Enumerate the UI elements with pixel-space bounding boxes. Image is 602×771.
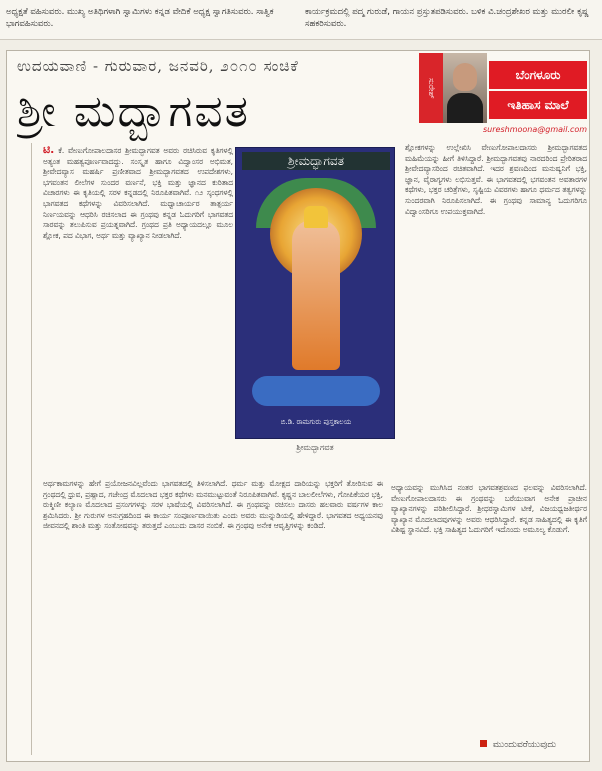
continued-marker <box>480 740 590 750</box>
article-column-1-text: ಕೆ. ವೇಣುಗೋಪಾಲದಾಸರ ಶ್ರೀಮದ್ಭಾಗವತ ಅವರು ರಚಿಸಿರುವ ಕೃತಿಗಳಲ್ಲಿ ಅತ್ಯಂತ ಮಹತ್ವಪೂರ್ಣವಾದದ್ದು. ಸಂಸ್ಕೃತ ಹಾಗೂ ವಿದ್ವಾಂಸರ ಅಭಿಮತ, ಶ್ರೀವೇದವ್ಯಾಸ ಮಹರ್ಷಿ ಪ್ರಣೀತವಾದ ಶ್ರೀಮದ್ಭಾಗವತದ ಉಪದೇಶಗಳು, ಭಗವಂತನ ಲೀಲೆಗಳ ಸುಂದರ ವರ್ಣನೆ, ಭಕ್ತಿ ಮತ್ತು ಜ್ಞಾನದ ಕುರಿತಾದ ವಿಚಾರಗಳು ಈ ಕೃತಿಯಲ್ಲಿ ಸರಳ ಕನ್ನಡದಲ್ಲಿ ನಿರೂಪಿತವಾಗಿವೆ. ೧೨ ಸ್ಕಂಧಗಳಲ್ಲಿ ಭಾಗವತದ ಕಥೆಗಳನ್ನು ವಿವರಿಸಲಾಗಿದೆ. ಮಧ್ವಾಚಾರ್ಯರ ತಾತ್ಪರ್ಯ ನಿರ್ಣಯವನ್ನು ಆಧರಿಸಿ ರಚಿಸಲಾದ ಈ ಗ್ರಂಥವು ಕನ್ನಡ ಓದುಗರಿಗೆ ಭಾಗವತದ ಸಾರವನ್ನು ತಲುಪಿಸುವ ಪ್ರಯತ್ನವಾಗಿದೆ. ಗ್ರಂಥದ ಪ್ರತಿ ಅಧ್ಯಾಯದಲ್ಲೂ ಮೂಲ ಶ್ಲೋಕ, ಪದ ವಿಭಾಗ, ಅರ್ಥ ಮತ್ತು ವ್ಯಾಖ್ಯಾನ ನೀಡಲಾಗಿದೆ. <box>43 146 233 240</box>
deity-figure-shape <box>292 220 340 370</box>
author-photo <box>443 53 487 123</box>
lotus-base-shape <box>252 376 380 406</box>
image-caption: ಶ್ರೀಮದ್ಭಾಗವತ <box>296 443 334 452</box>
crown-shape <box>304 206 328 228</box>
article-column-3: ಅರ್ಥಕಾಮಗಳನ್ನು ಹೇಗೆ ಪ್ರಯೋಜನವಿಲ್ಲವೆಂದು ಭಾಗವತದಲ್ಲಿ ತಿಳಿಸಲಾಗಿದೆ. ಧರ್ಮ ಮತ್ತು ಮೋಕ್ಷದ ದಾರಿಯನ್ನು ಭಕ್ತರಿಗೆ ತೋರಿಸುವ ಈ ಗ್ರಂಥದಲ್ಲಿ ಧ್ರುವ, ಪ್ರಹ್ಲಾದ, ಗಜೇಂದ್ರ ಮೊದಲಾದ ಭಕ್ತರ ಕಥೆಗಳು ಮನಮುಟ್ಟುವಂತೆ ನಿರೂಪಿತವಾಗಿವೆ. ಕೃಷ್ಣನ ಬಾಲಲೀಲೆಗಳು, ಗೋಪಿಕೆಯರ ಭಕ್ತಿ, ರುಕ್ಮಿಣೀ ಕಲ್ಯಾಣ ಮೊದಲಾದ ಪ್ರಸಂಗಗಳನ್ನು ಸರಳ ಭಾಷೆಯಲ್ಲಿ ವಿವರಿಸಲಾಗಿದೆ. ಈ ಗ್ರಂಥವನ್ನು ರಚಿಸಲು ದಾಸರು ಹಲವಾರು ವರ್ಷಗಳ ಕಾಲ ಶ್ರಮಿಸಿದರು. ಶ್ರೀ ಗುರುಗಳ ಅನುಗ್ರಹದಿಂದ ಈ ಕಾರ್ಯ ಸಂಪೂರ್ಣವಾಯಿತು ಎಂದು ಅವರು ಮುನ್ನುಡಿಯಲ್ಲಿ ಹೇಳಿದ್ದಾರೆ. ಭಾಗವತದ ಅಧ್ಯಯನವು ಜೀವನದಲ್ಲಿ ಶಾಂತಿ ಮತ್ತು ಸಂತೋಷವನ್ನು ತರುತ್ತದೆ ಎಂಬುದು ದಾಸರ ನಂಬಿಕೆ. ಈ ಗ್ರಂಥವು ಅನೇಕ ಆವೃತ್ತಿಗಳನ್ನು ಕಂಡಿದೆ. <box>43 479 383 531</box>
series-title-line1: ಬೆಂಗಳೂರು <box>489 61 587 89</box>
column-tag: ಸುರೇಶ್ <box>419 53 443 123</box>
column-rule <box>31 143 32 755</box>
article-column-1 <box>43 145 233 475</box>
dropcap: ಟಿ. <box>43 145 55 156</box>
series-title-line2: ಇತಿಹಾಸ ಮಾಲೆ <box>489 91 587 119</box>
page-title: ಶ್ರೀ ಮದ್ಭಾಗವತ <box>17 86 250 137</box>
masthead-dateline: ಉದಯವಾಣಿ - ಗುರುವಾರ, ಜನವರಿ, ೨೦೧೦ ಸಂಚಿಕೆ <box>17 57 299 75</box>
book-publisher: ಬಿ.ಡಿ. ರಾಮಗುರು ಪುಸ್ತಕಾಲಯ <box>280 418 352 426</box>
article-column-2: ಶ್ಲೋಕಗಳನ್ನು ಉಲ್ಲೇಖಿಸಿ ವೇಣುಗೋಪಾಲದಾಸರು ಶ್ರೀಮದ್ಭಾಗವತದ ಮಹಿಮೆಯನ್ನು ಹೀಗೆ ತಿಳಿಸಿದ್ದಾರೆ. ಶ್ರೀಮದ್ಭಾಗವತವು ನಾರದರಿಂದ ಪ್ರೇರಿತರಾದ ಶ್ರೀವೇದವ್ಯಾಸರಿಂದ ರಚಿತವಾಗಿದೆ. ಇದರ ಶ್ರವಣದಿಂದ ಮನುಷ್ಯನಿಗೆ ಭಕ್ತಿ, ಜ್ಞಾನ, ವೈರಾಗ್ಯಗಳು ಲಭಿಸುತ್ತವೆ. ಈ ಭಾಗವತದಲ್ಲಿ ಭಗವಂತನ ಅವತಾರಗಳ ಕಥೆಗಳು, ಭಕ್ತರ ಚರಿತ್ರೆಗಳು, ಸೃಷ್ಟಿಯ ವಿವರಗಳು ಹಾಗೂ ಧರ್ಮದ ತತ್ವಗಳನ್ನು ಸುಂದರವಾಗಿ ನಿರೂಪಿಸಲಾಗಿದೆ. ಈ ಗ್ರಂಥವು ಸಾಮಾನ್ಯ ಓದುಗರಿಗೂ ವಿದ್ವಾಂಸರಿಗೂ ಉಪಯುಕ್ತವಾಗಿದೆ. <box>405 143 587 216</box>
square-bullet-icon <box>480 740 487 747</box>
article-column-4: ಅಧ್ಯಾಯವನ್ನು ಮುಗಿಸಿದ ನಂತರ ಭಾಗವತಶ್ರವಣದ ಫಲವನ್ನು ವಿವರಿಸಲಾಗಿದೆ. ವೇಣುಗೋಪಾಲದಾಸರು ಈ ಗ್ರಂಥವನ್ನು ಬರೆಯುವಾಗ ಅನೇಕ ಪ್ರಾಚೀನ ವ್ಯಾಖ್ಯಾನಗಳನ್ನು ಪರಿಶೀಲಿಸಿದ್ದಾರೆ. ಶ್ರೀಧರಸ್ವಾಮಿಗಳ ಟೀಕೆ, ವಿಜಯಧ್ವಜತೀರ್ಥರ ವ್ಯಾಖ್ಯಾನ ಮೊದಲಾದವುಗಳನ್ನು ಅವರು ಆಧರಿಸಿದ್ದಾರೆ. ಕನ್ನಡ ಸಾಹಿತ್ಯದಲ್ಲಿ ಈ ಕೃತಿಗೆ ವಿಶಿಷ್ಟ ಸ್ಥಾನವಿದೆ. ಭಕ್ತಿ ಸಾಹಿತ್ಯದ ಓದುಗರಿಗೆ ಇದೊಂದು ಅಮೂಲ್ಯ ಕೊಡುಗೆ. <box>391 483 587 535</box>
author-body <box>447 93 483 123</box>
top-strip-left-text: ಅಧ್ಯಕ್ಷತೆ ವಹಿಸುವರು. ಮುಖ್ಯ ಅತಿಥಿಗಳಾಗಿ ಸ್ವಾಮಿಗಳು ಕನ್ನಡ ವೇದಿಕೆ ಅಧ್ಯಕ್ಷ ಸ್ವಾಗತಿಸುವರು. ಸಾತ್ವಿಕ ಭಾಗವಹಿಸುವರು. <box>6 7 274 29</box>
newspaper-clipping <box>6 50 590 762</box>
continued-label: ಮುಂದುವರೆಯುವುದು <box>492 740 557 750</box>
top-strip <box>0 0 602 40</box>
author-email: sureshmoona@gmail.com <box>483 125 588 134</box>
top-strip-right-text: ಕಾರ್ಯಕ್ರಮದಲ್ಲಿ ಪದ್ಮ ಗುರುಡೆ, ಗಾಯನ ಪ್ರಸ್ತುತಪಡಿಸುವರು. ಬಳಿಕ ವಿ.ಚಂದ್ರಶೇಖರ ಮತ್ತು ಮುರಲೀ ಕೃಷ್ಣ ಸಹಕರಿಸುವರು. <box>305 7 589 29</box>
book-cover-title: ಶ್ರೀಮದ್ಭಾಗವತ <box>242 152 390 170</box>
book-cover-image <box>235 147 395 439</box>
author-face <box>453 63 477 91</box>
